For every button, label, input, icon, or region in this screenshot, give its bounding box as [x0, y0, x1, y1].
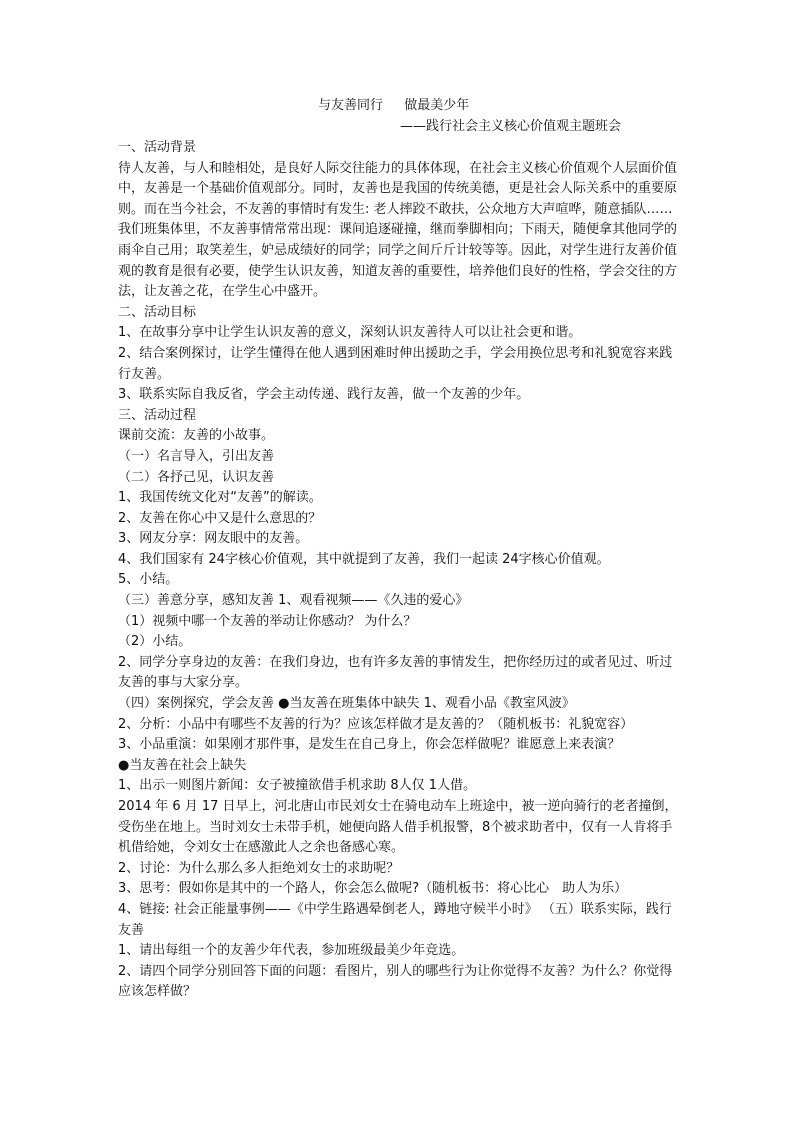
body-paragraph: 4、链接: 社会正能量事例——《中学生路遇晕倒老人，蹲地守候半小时》 （五）联系实际，践行友善	[118, 901, 672, 938]
body-paragraph: （二）各抒己见，认识友善	[118, 469, 275, 485]
body-paragraph: 1、出示一则图片新闻：女子被撞欲借手机求助 8人仅 1人借。	[118, 778, 477, 794]
body-paragraph: ●当友善在社会上缺失	[118, 757, 247, 773]
body-paragraph: 3、网友分享：网友眼中的友善。	[118, 531, 309, 547]
body-paragraph: 3、小品重演：如果刚才那件事，是发生在自己身上，你会怎样做呢？谁愿意上来表演？	[118, 737, 621, 753]
body-paragraph: 2、请四个同学分别回答下面的问题：看图片，别人的哪些行为让你觉得不友善？为什么？你觉得应该怎样做？	[118, 963, 673, 1000]
body-paragraph: 课前交流：友善的小故事。	[118, 428, 275, 444]
body-paragraph: 1、在故事分享中让学生认识友善的意义，深刻认识友善待人可以让社会更和谐。	[118, 325, 582, 341]
body-paragraph: 2、讨论：为什么那么多人拒绝刘女士的求助呢？	[118, 860, 400, 876]
body-paragraph: （一）名言导入，引出友善	[118, 448, 275, 464]
body-paragraph: （三）善意分享，感知友善 1、观看视频——《久违的爱心》	[118, 593, 469, 609]
body-paragraph: 2、同学分享身边的友善：在我们身边，也有许多友善的事情发生，把你经历过的或者见过、听过友善的事与大家分享。	[118, 654, 673, 691]
body-paragraph: 一、活动背景	[118, 140, 197, 155]
body-paragraph: （四）案例探究，学会友善 ●当友善在班集体中缺失 1、观看小品《教室风波》	[118, 696, 575, 712]
body-paragraph: （1）视频中哪一个友善的举动让你感动？ 为什么？	[118, 613, 417, 629]
body-paragraph: 2、结合案例探讨，让学生懂得在他人遇到困难时伸出援助之手，学会用换位思考和礼貌宽容来践行友善。	[118, 345, 673, 382]
body-paragraph: 5、小结。	[118, 572, 179, 588]
body-paragraph: 2、分析：小品中有哪些不友善的行为？应该怎样做才是友善的？（随机板书：礼貌宽容）	[118, 716, 634, 732]
body-paragraph: （2）小结。	[118, 634, 192, 650]
body-paragraph: 2014 年 6 月 17 日早上，河北唐山市民刘女士在骑电动车上班途中，被一逆向骑行的老者撞倒，受伤坐在地上。当时刘女士未带手机，她便向路人借手机报警，8个被求助者中，仅有一人肯将手机借给她，令刘女士在感激此人之余也备感心寒。	[118, 799, 678, 856]
document-title: 与友善同行 做最美少年	[318, 98, 470, 113]
body-paragraph: 1、请出每组一个的友善少年代表，参加班级最美少年竞选。	[118, 943, 465, 959]
document-subtitle: ——践行社会主义核心价值观主题班会	[400, 119, 622, 134]
body-paragraph: 3、思考：假如你是其中的一个路人，你会怎么做呢?（随机板书：将心比心 助人为乐）	[118, 881, 628, 897]
body-paragraph: 2、友善在你心中又是什么意思的？	[118, 510, 322, 526]
body-paragraph: 二、活动目标	[118, 304, 197, 320]
body-paragraph: 待人友善，与人和睦相处，是良好人际交往能力的具体体现，在社会主义核心价值观个人层面价值中，友善是一个基础价值观部分。同时，友善也是我国的传统美德，更是社会人际关系中的重要原则。而在当今社会，不友善的事情时有发生: 老人摔跤不敢扶，公众地方大声喧哗，随意插队……我们班集体里，不友善事情常常出现：课间追逐碰撞，继而拳脚相向；下雨天，随便拿其他同学的雨伞自己用；取笑差生，妒忌成绩好的同学；同学之间斤斤计较等等。因此，对学生进行友善价值观的教育是很有必要，使学生认识友善，知道友善的重要性，培养他们良好的性格，学会交往的方法，让友善之花，在学生心中盛开。	[118, 160, 678, 300]
body-paragraph: 三、活动过程	[118, 407, 197, 423]
document-body	[118, 138, 678, 1003]
body-paragraph: 4、我们国家有 24字核心价值观，其中就提到了友善，我们一起读 24字核心价值观。	[118, 551, 610, 567]
body-paragraph: 1、我国传统文化对“友善”的解读。	[118, 490, 322, 506]
body-paragraph: 3、联系实际自我反省，学会主动传递、践行友善，做一个友善的少年。	[118, 387, 530, 403]
